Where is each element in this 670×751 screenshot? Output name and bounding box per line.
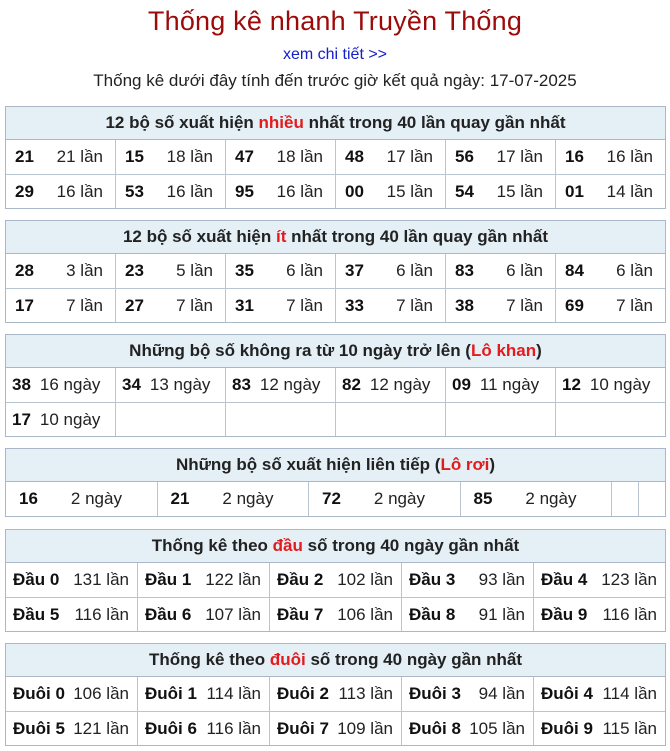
cell-value: 3 lần — [66, 261, 103, 280]
page-subtitle: Thống kê dưới đây tính đến trước giờ kết quả ngày: 17-07-2025 — [93, 71, 577, 90]
cell-key: 38 — [455, 295, 474, 315]
cell-key: Đuôi 2 — [277, 684, 329, 703]
table-row — [6, 597, 665, 631]
cell-key: 95 — [235, 181, 254, 201]
cell-key: 53 — [125, 181, 144, 201]
cell-value: 6 lần — [616, 261, 653, 280]
cell-key: 21 — [15, 147, 34, 166]
table-row — [6, 563, 665, 597]
header-text: số trong 40 ngày gần nhất — [310, 650, 523, 669]
table-cell — [533, 563, 665, 597]
cell-key: 16 — [565, 147, 584, 166]
table-cell — [269, 712, 401, 745]
table-header — [6, 107, 665, 140]
header-text: ) — [536, 341, 542, 360]
cell-key: 84 — [565, 261, 584, 280]
header-text: Thống kê theo — [148, 650, 266, 669]
cell-value: 16 lần — [56, 181, 103, 201]
table-cell — [137, 677, 269, 711]
cell-value: 131 lần — [73, 570, 129, 589]
cell-key: 00 — [345, 181, 364, 201]
cell-value: 18 lần — [166, 147, 213, 166]
table-cell — [6, 677, 137, 711]
table-cell — [6, 140, 115, 174]
header-highlight: đầu — [272, 536, 303, 555]
header-highlight: nhiều — [258, 113, 304, 132]
header-text: nhất trong 40 lần quay gần nhất — [308, 113, 566, 132]
table-cell — [115, 140, 225, 174]
cell-key: 27 — [125, 295, 144, 315]
cell-key: Đuôi 5 — [13, 718, 65, 738]
table-cell — [225, 175, 335, 208]
table-row — [6, 288, 665, 322]
table-cell — [555, 140, 665, 174]
table-header — [6, 530, 665, 563]
table-cell — [225, 289, 335, 322]
table-row — [6, 677, 665, 711]
cell-value: 6 lần — [396, 261, 433, 280]
table-cell — [445, 175, 555, 208]
cell-key: 48 — [345, 147, 364, 166]
header-text: số trong 40 ngày gần nhất — [307, 536, 520, 555]
table-cell — [445, 289, 555, 322]
cell-value: 18 lần — [276, 147, 323, 166]
cell-value: 15 lần — [386, 181, 433, 201]
table-cell — [555, 289, 665, 322]
table-header — [6, 221, 665, 254]
lo-khan-table — [5, 334, 666, 437]
cell-key: Đuôi 7 — [277, 718, 329, 738]
header-text: nhất trong 40 lần quay gần nhất — [291, 227, 549, 246]
cell-value: 12 ngày — [369, 375, 431, 394]
empty-cell — [638, 482, 665, 516]
table-body — [6, 482, 665, 516]
cell-key: Đầu 6 — [145, 604, 192, 624]
table-cell — [115, 289, 225, 322]
cell-value: 2 ngày — [373, 489, 425, 508]
cell-key: Đầu 5 — [13, 604, 60, 624]
table-cell — [115, 254, 225, 288]
cell-key: Đuôi 0 — [13, 684, 65, 703]
table-row — [6, 711, 665, 745]
table-cell — [115, 175, 225, 208]
cell-value: 91 lần — [478, 604, 525, 624]
table-cell — [460, 482, 612, 516]
table-body — [6, 254, 665, 322]
table-cell — [401, 677, 533, 711]
table-body — [6, 368, 665, 436]
table-cell — [445, 403, 555, 436]
table-cell — [6, 563, 137, 597]
duoi-stats-table — [5, 643, 666, 746]
lo-roi-table — [5, 448, 666, 517]
empty-cell — [611, 482, 638, 516]
cell-key: Đuôi 1 — [145, 684, 197, 703]
cell-value: 12 ngày — [259, 375, 321, 394]
header-text: Thống kê theo — [151, 536, 268, 555]
cell-key: 31 — [235, 295, 254, 315]
cell-key: 35 — [235, 261, 254, 280]
table-cell — [555, 175, 665, 208]
cell-value: 7 lần — [506, 295, 543, 315]
header-highlight: Lô khan — [470, 341, 537, 360]
cell-value: 10 ngày — [589, 375, 651, 394]
cell-key: Đầu 2 — [277, 570, 324, 589]
table-cell — [555, 254, 665, 288]
cell-value: 6 lần — [286, 261, 323, 280]
cell-key: Đầu 9 — [541, 604, 588, 624]
table-cell — [335, 140, 445, 174]
cell-value: 11 ngày — [479, 375, 540, 394]
cell-key: 72 — [322, 489, 341, 508]
cell-value: 15 lần — [496, 181, 543, 201]
cell-key: 54 — [455, 181, 474, 201]
cell-key: Đầu 1 — [145, 570, 192, 589]
table-cell — [6, 712, 137, 745]
cell-value: 14 lần — [606, 181, 653, 201]
table-cell — [445, 254, 555, 288]
table-cell — [269, 598, 401, 631]
cell-value: 7 lần — [176, 295, 213, 315]
table-cell — [6, 175, 115, 208]
cell-value: 7 lần — [286, 295, 323, 315]
table-cell — [225, 368, 335, 402]
cell-key: Đầu 7 — [277, 604, 324, 624]
cell-key: Đuôi 6 — [145, 718, 197, 738]
table-body — [6, 140, 665, 208]
cell-key: 23 — [125, 261, 144, 280]
table-row — [6, 254, 665, 288]
table-cell — [401, 712, 533, 745]
cell-value: 16 ngày — [39, 375, 101, 394]
cell-key: 12 — [562, 375, 581, 394]
cell-key: Đuôi 8 — [409, 718, 461, 738]
cell-value: 17 lần — [496, 147, 543, 166]
cell-value: 17 lần — [386, 147, 433, 166]
table-body — [6, 563, 665, 631]
header-highlight: ít — [276, 227, 287, 246]
cell-key: 47 — [235, 147, 254, 166]
table-cell — [137, 563, 269, 597]
cell-key: 29 — [15, 181, 34, 201]
table-cell — [335, 175, 445, 208]
table-cell — [533, 677, 665, 711]
table-cell — [6, 254, 115, 288]
cell-key: 17 — [12, 409, 31, 429]
most-frequent-table — [5, 106, 666, 209]
table-row — [6, 174, 665, 208]
header-text: 12 bộ số xuất hiện — [105, 113, 254, 132]
table-cell — [115, 368, 225, 402]
cell-value: 123 lần — [601, 570, 657, 589]
cell-value: 114 lần — [602, 684, 657, 703]
cell-key: 16 — [19, 489, 38, 508]
table-cell — [401, 563, 533, 597]
table-cell — [6, 403, 115, 436]
cell-value: 16 lần — [276, 181, 323, 201]
cell-key: 37 — [345, 261, 364, 280]
page-title: Thống kê nhanh Truyền Thống — [147, 6, 523, 36]
cell-value: 7 lần — [616, 295, 653, 315]
cell-value: 106 lần — [337, 604, 393, 624]
table-row — [6, 402, 665, 436]
view-detail-link[interactable]: xem chi tiết >> — [282, 46, 388, 63]
table-cell — [533, 712, 665, 745]
cell-key: 34 — [122, 375, 141, 394]
cell-key: 21 — [170, 489, 190, 508]
table-cell — [335, 289, 445, 322]
cell-value: 7 lần — [66, 295, 103, 315]
cell-key: 01 — [565, 181, 584, 201]
cell-key: Đầu 8 — [409, 604, 456, 624]
cell-key: 17 — [15, 295, 34, 315]
cell-value: 107 lần — [205, 604, 261, 624]
cell-key: 09 — [452, 375, 471, 394]
header-highlight: đuôi — [269, 650, 306, 669]
cell-value: 94 lần — [478, 684, 525, 703]
table-cell — [533, 598, 665, 631]
header-text: Những bộ số xuất hiện liên tiếp ( — [175, 455, 441, 474]
table-cell — [6, 598, 137, 631]
cell-value: 116 lần — [602, 604, 657, 624]
cell-value: 7 lần — [396, 295, 433, 315]
table-cell — [335, 403, 445, 436]
table-header — [6, 644, 665, 677]
table-cell — [308, 482, 460, 516]
cell-key: Đầu 3 — [409, 570, 456, 589]
table-cell — [157, 482, 309, 516]
table-cell — [115, 403, 225, 436]
cell-value: 122 lần — [205, 570, 261, 589]
cell-key: Đuôi 9 — [541, 718, 593, 738]
cell-key: 33 — [345, 295, 364, 315]
cell-key: Đuôi 4 — [541, 684, 593, 703]
table-cell — [401, 598, 533, 631]
cell-value: 114 lần — [206, 684, 261, 703]
cell-value: 16 lần — [606, 147, 653, 166]
table-cell — [335, 368, 445, 402]
cell-value: 116 lần — [74, 604, 129, 624]
cell-key: 28 — [15, 261, 34, 280]
cell-value: 113 lần — [338, 684, 393, 703]
header-text: Những bộ số không ra từ 10 ngày trở lên ( — [129, 341, 471, 360]
cell-key: 82 — [342, 375, 361, 394]
cell-value: 5 lần — [176, 261, 213, 280]
cell-key: 38 — [12, 375, 31, 394]
table-cell — [445, 140, 555, 174]
table-cell — [269, 677, 401, 711]
cell-key: Đầu 4 — [541, 570, 588, 589]
cell-value: 10 ngày — [39, 409, 101, 429]
table-header — [6, 335, 665, 368]
cell-value: 116 lần — [206, 718, 261, 738]
table-cell — [445, 368, 555, 402]
table-cell — [335, 254, 445, 288]
cell-value: 102 lần — [337, 570, 393, 589]
cell-key: Đuôi 3 — [409, 684, 461, 703]
cell-value: 105 lần — [469, 718, 525, 738]
least-frequent-table — [5, 220, 666, 323]
cell-value: 13 ngày — [149, 375, 211, 394]
table-cell — [269, 563, 401, 597]
cell-value: 106 lần — [73, 684, 129, 703]
cell-value: 6 lần — [506, 261, 543, 280]
cell-value: 2 ngày — [222, 489, 274, 508]
header-text: ) — [489, 455, 496, 474]
table-row — [6, 368, 665, 402]
table-body — [6, 677, 665, 745]
table-header — [6, 449, 665, 482]
cell-key: 85 — [473, 489, 493, 508]
table-cell — [225, 254, 335, 288]
table-row — [6, 482, 665, 516]
cell-value: 21 lần — [56, 147, 103, 166]
table-cell — [6, 289, 115, 322]
table-cell — [137, 712, 269, 745]
header-text: 12 bộ số xuất hiện — [122, 227, 272, 246]
dau-stats-table — [5, 529, 666, 632]
table-cell — [6, 482, 157, 516]
table-cell — [225, 403, 335, 436]
cell-value: 93 lần — [478, 570, 525, 589]
table-cell — [555, 403, 665, 436]
table-cell — [6, 368, 115, 402]
cell-value: 109 lần — [337, 718, 393, 738]
table-cell — [225, 140, 335, 174]
table-cell — [555, 368, 665, 402]
header-highlight: Lô rơi — [440, 455, 490, 474]
cell-value: 2 ngày — [70, 489, 122, 508]
cell-value: 2 ngày — [525, 489, 577, 508]
cell-key: 15 — [125, 147, 144, 166]
cell-value: 16 lần — [166, 181, 213, 201]
cell-value: 121 lần — [73, 718, 129, 738]
cell-key: 83 — [455, 261, 474, 280]
cell-key: Đầu 0 — [13, 570, 60, 589]
cell-key: 69 — [565, 295, 584, 315]
table-row — [6, 140, 665, 174]
cell-key: 56 — [455, 147, 474, 166]
cell-key: 83 — [232, 375, 251, 394]
cell-value: 115 lần — [602, 718, 657, 738]
table-cell — [137, 598, 269, 631]
